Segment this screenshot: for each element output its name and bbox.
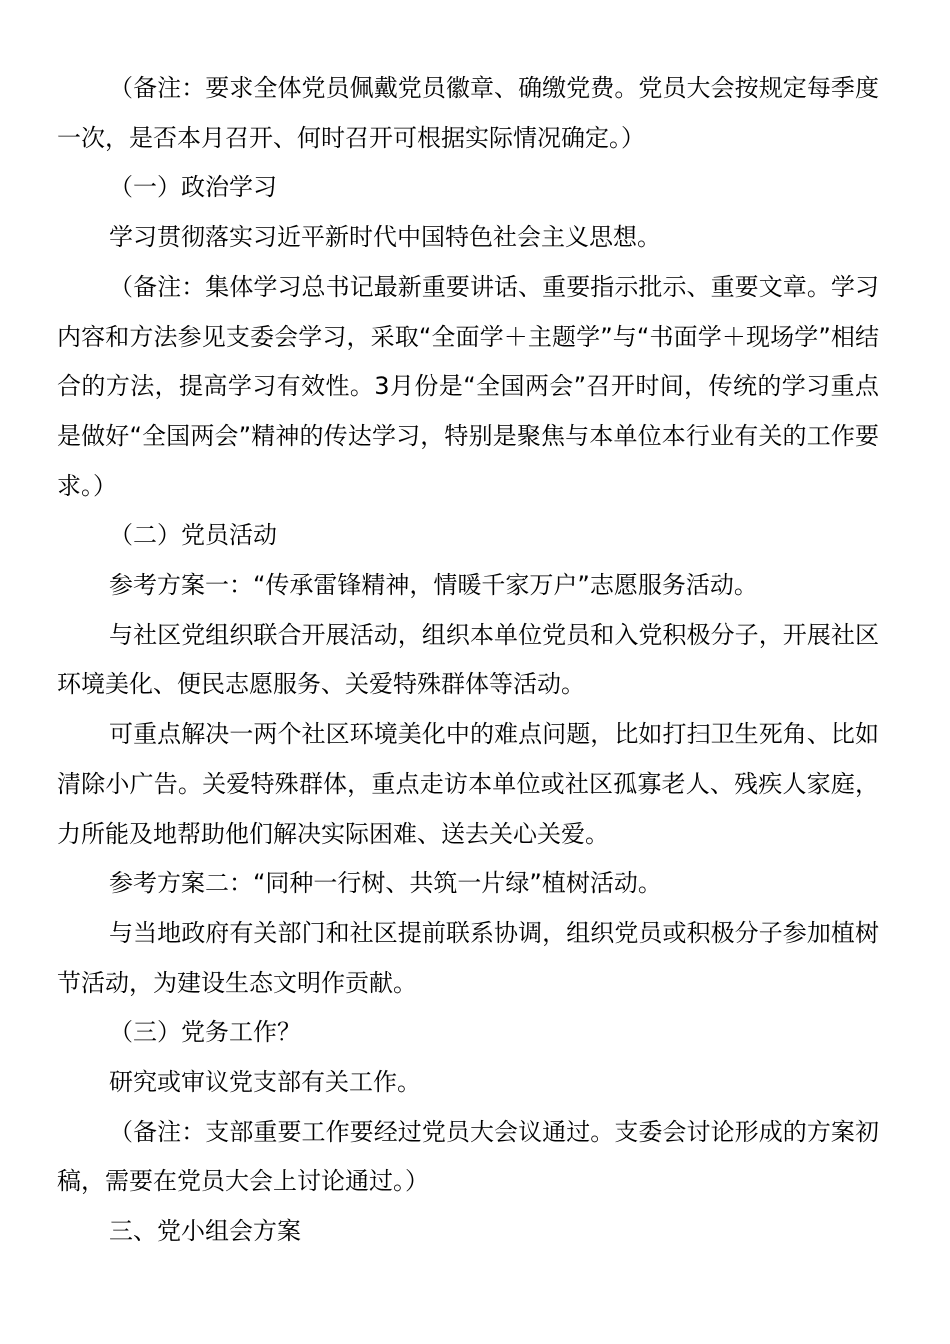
political-study-text: 学习贯彻落实习近平新时代中国特色社会主义思想。: [109, 223, 661, 252]
plan-one-details: 可重点解决一两个社区环境美化中的难点问题，比如打扫卫生死角、比如清除小广告。关爱特殊群体，重点走访本单位或社区孤寡老人、残疾人家庭，力所能及地帮助他们解决实际困难、送去关心关爱。: [57, 720, 879, 848]
heading-member-activities: （二）党员活动: [109, 521, 277, 550]
plan-two-title: 参考方案二：“同种一行树、共筑一片绿”植树活动。: [109, 869, 662, 898]
heading-political-study: （一）政治学习: [109, 173, 277, 202]
heading-group-meeting: 三、党小组会方案: [109, 1217, 301, 1246]
note-study-content: （备注：集体学习总书记最新重要讲话、重要指示批示、重要文章。学习内容和方法参见支委会学习，采取“全面学＋主题学”与“书面学＋现场学”相结合的方法，提高学习有效性。3月份是“全国两会”召开时间，传统的学习重点是做好“全国两会”精神的传达学习，特别是聚焦与本单位本行业有关的工作要求。）: [57, 272, 879, 500]
plan-one-title: 参考方案一：“传承雷锋精神，情暖千家万户”志愿服务活动。: [109, 571, 758, 600]
plan-one-description: 与社区党组织联合开展活动，组织本单位党员和入党积极分子，开展社区环境美化、便民志愿服务、关爱特殊群体等活动。: [57, 620, 879, 699]
party-affairs-text: 研究或审议党支部有关工作。: [109, 1068, 421, 1097]
note-member-meeting: （备注：要求全体党员佩戴党员徽章、确缴党费。党员大会按规定每季度一次，是否本月召开、何时召开可根据实际情况确定。）: [57, 74, 879, 152]
note-branch-work: （备注：支部重要工作要经过党员大会议通过。支委会讨论形成的方案初稿，需要在党员大会上讨论通过。）: [57, 1117, 879, 1196]
document-body: [57, 64, 879, 1257]
heading-party-affairs: （三）党务工作？: [109, 1018, 301, 1047]
plan-two-description: 与当地政府有关部门和社区提前联系协调，组织党员或积极分子参加植树节活动，为建设生态文明作贡献。: [57, 918, 879, 997]
